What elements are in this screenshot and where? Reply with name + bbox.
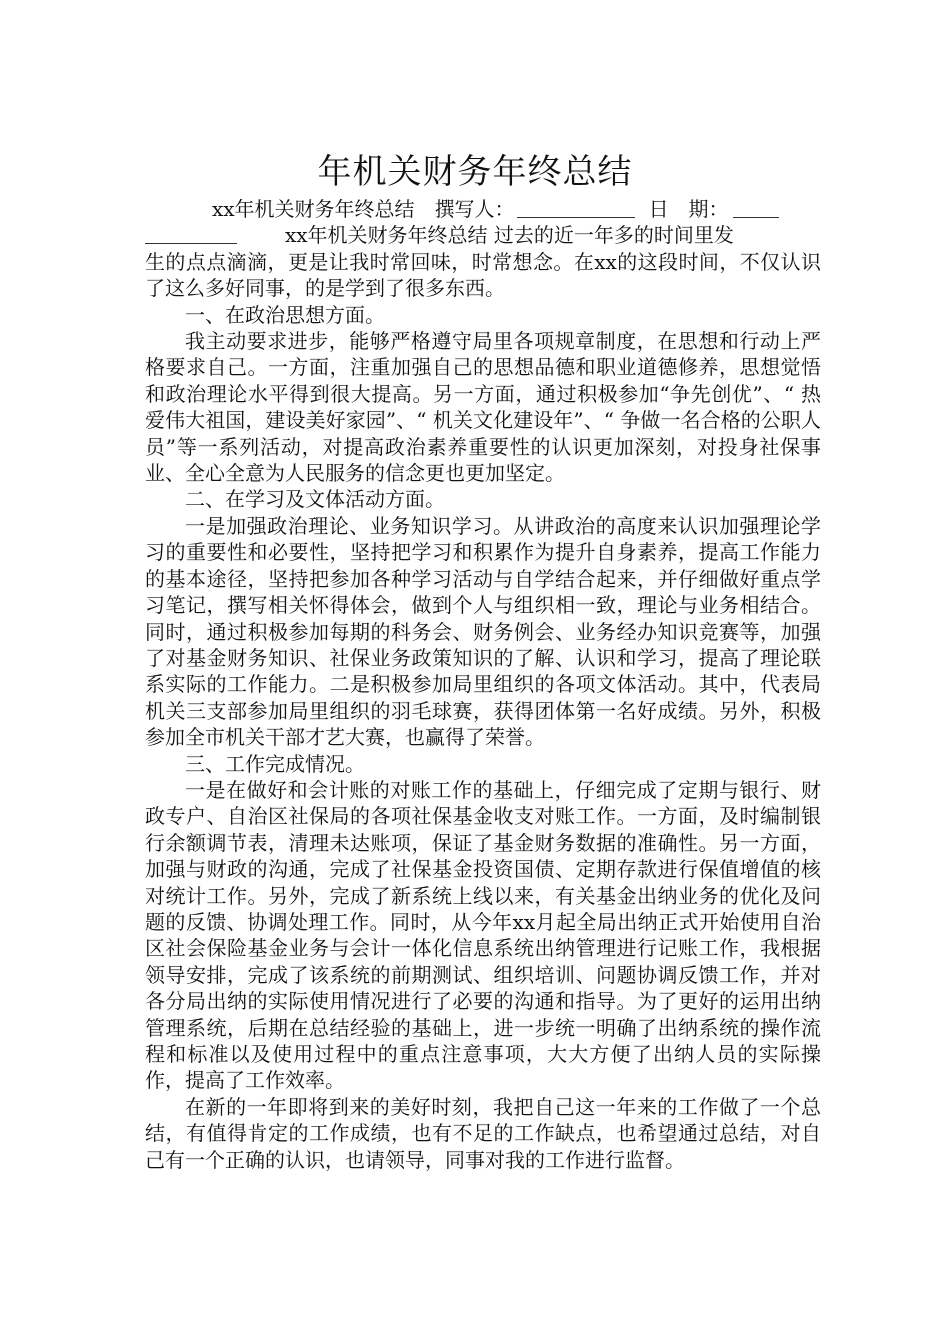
intro-first-line xyxy=(145,222,821,248)
date-label: 日 期： xyxy=(648,197,729,221)
intro-first-text: xx年机关财务年终总结 过去的近一年多的时间里发 xyxy=(285,223,734,248)
date-blank-continued xyxy=(145,223,237,244)
paragraph-conclusion: 在新的一年即将到来的美好时刻，我把自己这一年来的工作做了一个总结，有值得肯定的工作成绩，也有不足的工作缺点，也希望通过总结，对自己有一个正确的认识，也请领导，同事对我的工作进行监督。 xyxy=(145,1094,821,1172)
section-heading-work: 三、工作完成情况。 xyxy=(185,751,365,776)
writer-label: 撰写人： xyxy=(434,197,515,221)
document-body xyxy=(145,196,821,1173)
section-heading-study: 二、在学习及文体活动方面。 xyxy=(185,487,445,512)
date-blank xyxy=(733,197,779,218)
paragraph-political: 我主动要求进步，能够严格遵守局里各项规章制度，在思想和行动上严格要求自己。一方面，注重加强自己的思想品德和职业道德修养，思想觉悟和政治理论水平得到很大提高。另一方面，通过积极参加“争先创优”、“ 热爱伟大祖国，建设美好家园”、“ 机关文化建设年”、“ 争做一名合格的公职人员”等一系列活动，对提高政治素养重要性的认识更加深刻，对投身社保事业、全心全意为人民服务的信念更也更加坚定。 xyxy=(145,329,821,486)
paragraph-study: 一是加强政治理论、业务知识学习。从讲政治的高度来认识加强理论学习的重要性和必要性，坚持把学习和积累作为提升自身素养，提高工作能力的基本途径，坚持把参加各种学习活动与自学结合起来，并仔细做好重点学习笔记，撰写相关怀得体会，做到个人与组织相一致，理论与业务相结合。同时，通过积极参加每期的科务会、财务例会、业务经办知识竞赛等，加强了对基金财务知识、社保业务政策知识的了解、认识和学习，提高了理论联系实际的工作能力。二是积极参加局里组织的各项文体活动。其中，代表局机关三支部参加局里组织的羽毛球赛，获得团体第一名好成绩。另外，积极参加全市机关干部才艺大赛，也赢得了荣誉。 xyxy=(145,513,821,750)
summary-title: xx年机关财务年终总结 xyxy=(212,197,415,221)
section-heading-political: 一、在政治思想方面。 xyxy=(185,302,385,327)
document-header-line xyxy=(145,196,821,222)
paragraph-work: 一是在做好和会计账的对账工作的基础上，仔细完成了定期与银行、财政专户、自治区社保局的各项社保基金收支对账工作。一方面，及时编制银行余额调节表，清理未达账项，保证了基金财务数据的准确性。另一方面，加强与财政的沟通，完成了社保基金投资国债、定期存款进行保值增值的核对统计工作。另外，完成了新系统上线以来，有关基金出纳业务的优化及问题的反馈、协调处理工作。同时，从今年xx月起全局出纳正式开始使用自治区社会保险基金业务与会计一体化信息系统出纳管理进行记账工作，我根据领导安排，完成了该系统的前期测试、组织培训、问题协调反馈工作，并对各分局出纳的实际使用情况进行了必要的沟通和指导。为了更好的运用出纳管理系统，后期在总结经验的基础上，进一步统一明确了出纳系统的操作流程和标准以及使用过程中的重点注意事项，大大方便了出纳人员的实际操作，提高了工作效率。 xyxy=(145,777,821,1093)
intro-paragraph-rest: 生的点点滴滴，更是让我时常回味，时常想念。在xx的这段时间，不仅认识了这么多好同事，的是学到了很多东西。 xyxy=(145,249,821,301)
document-title: 年机关财务年终总结 xyxy=(317,151,633,192)
writer-blank xyxy=(517,197,635,218)
